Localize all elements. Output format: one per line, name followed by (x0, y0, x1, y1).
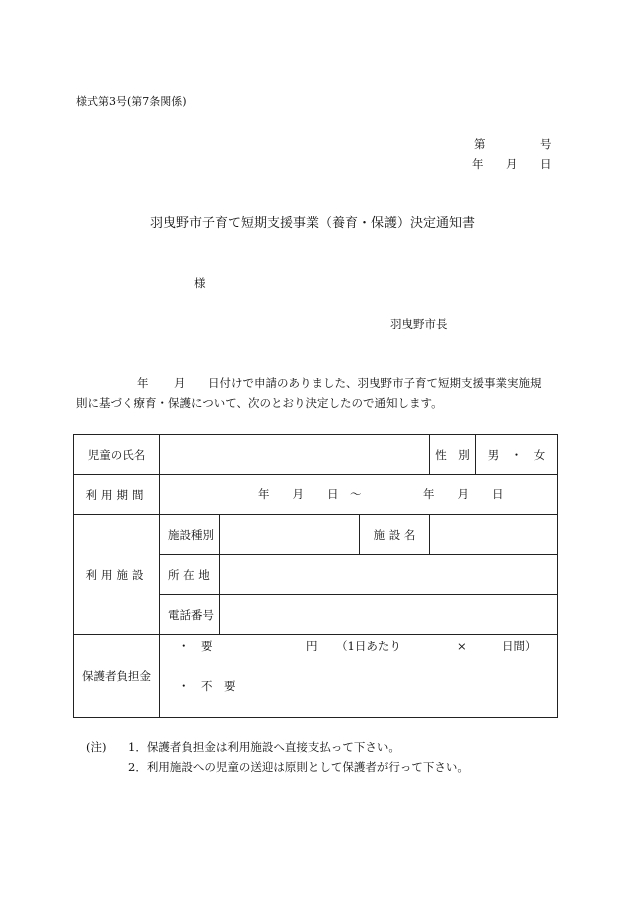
period-start: 年 月 日 ～ (258, 487, 362, 501)
address-field[interactable] (220, 555, 558, 595)
body-year: 年 (137, 376, 149, 390)
sex-options[interactable]: 男 ・ 女 (476, 435, 558, 475)
period-label: 利用期間 (74, 475, 160, 515)
note-item-2: 2．利用施設への児童の送迎は原則として保護者が行って下さい。 (128, 760, 469, 774)
issue-day-label: 日 (540, 157, 552, 171)
burden-times: × (457, 639, 467, 653)
facility-name-field[interactable] (430, 515, 558, 555)
address-label: 所 在 地 (160, 555, 220, 595)
child-name-field[interactable] (160, 435, 430, 475)
period-end: 年 月 日 (423, 487, 504, 501)
child-name-label: 児童の氏名 (74, 435, 160, 475)
form-number: 様式第3号(第7条関係) (76, 95, 187, 108)
period-field[interactable] (160, 475, 558, 515)
burden-per-day: （1日あたり (336, 639, 401, 653)
facility-label: 利用施設 (74, 515, 160, 635)
facility-type-field[interactable] (220, 515, 360, 555)
facility-type-label: 施設種別 (160, 515, 220, 555)
decision-table (73, 434, 558, 718)
body-line-1: 日付けで申請のありました、羽曳野市子育て短期支援事業実施規 (208, 376, 542, 390)
addressee-suffix: 様 (194, 276, 206, 290)
document-number-go: 号 (540, 137, 552, 151)
body-month: 月 (174, 376, 186, 390)
notes-label: (注) (86, 740, 107, 754)
body-line-2: 則に基づく療育・保護について、次のとおり決定したので通知します。 (76, 396, 443, 410)
facility-name-label: 施 設 名 (360, 515, 430, 555)
burden-not-required[interactable]: ・ 不 要 (178, 679, 236, 693)
document-number-dai: 第 (474, 137, 486, 151)
issue-month-label: 月 (506, 157, 518, 171)
sex-label: 性 別 (430, 435, 476, 475)
phone-label: 電話番号 (160, 595, 220, 635)
burden-required[interactable]: ・ 要 (178, 639, 213, 653)
burden-yen: 円 (306, 639, 318, 653)
phone-field[interactable] (220, 595, 558, 635)
issuer-name: 羽曳野市長 (390, 317, 448, 331)
burden-label: 保護者負担金 (74, 635, 160, 718)
note-item-1: 1．保護者負担金は利用施設へ直接支払って下さい。 (128, 740, 400, 754)
burden-days: 日間） (502, 639, 537, 653)
document-title: 羽曳野市子育て短期支援事業（養育・保護）決定通知書 (150, 216, 476, 231)
issue-year-label: 年 (472, 157, 484, 171)
burden-field[interactable] (160, 635, 558, 718)
